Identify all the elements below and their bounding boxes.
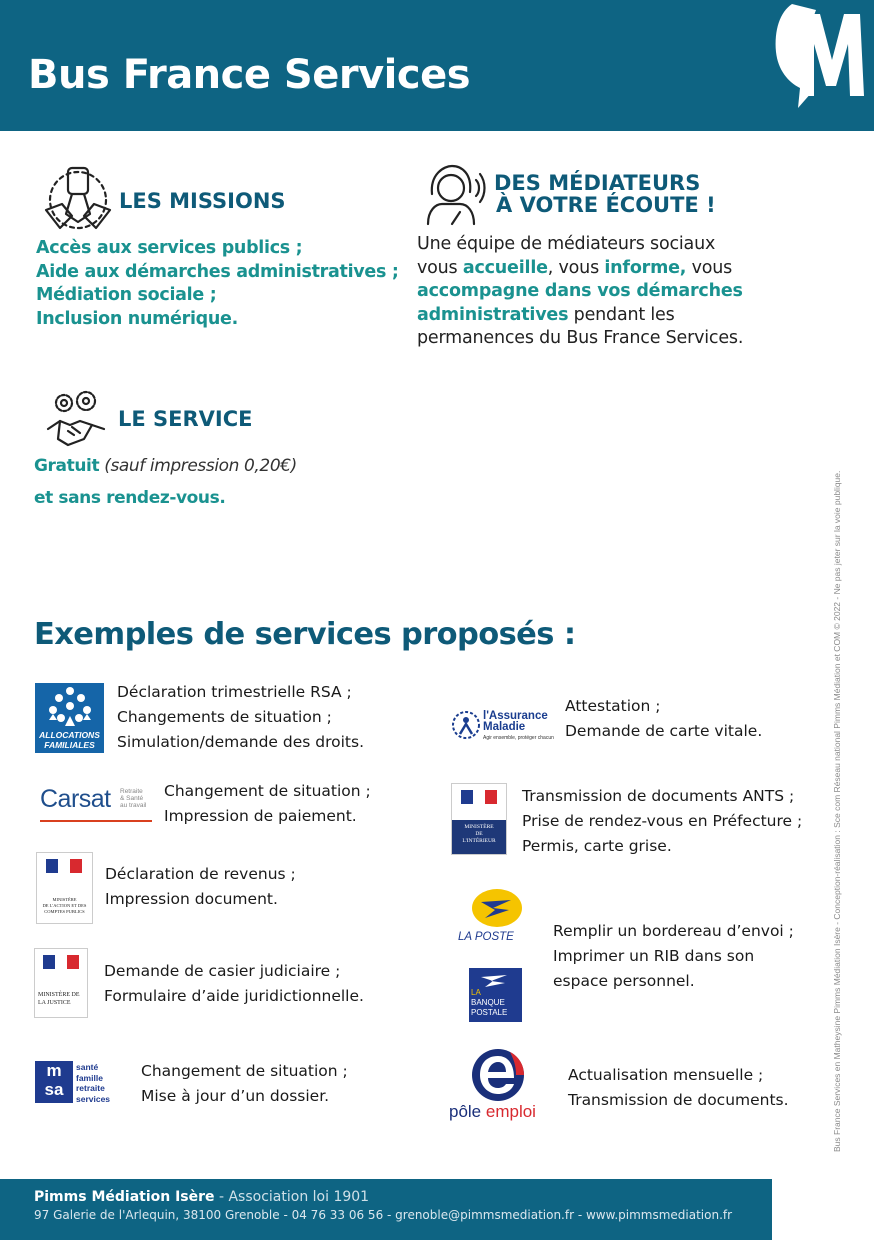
banque-postale-logo: LA BANQUE POSTALE xyxy=(469,968,522,1022)
hands-together-icon xyxy=(42,164,114,234)
footer-organization: Pimms Médiation Isère - Association loi 1901 xyxy=(34,1189,370,1205)
ministere-interieur-logo: MINISTÈRE DE L'INTÉRIEUR xyxy=(451,783,507,855)
french-flag-icon xyxy=(461,790,497,804)
la-poste-logo-text: LA POSTE xyxy=(458,931,514,943)
service-title: LE SERVICE xyxy=(118,407,253,431)
service-no-appointment: et sans rendez-vous. xyxy=(34,488,226,508)
missions-title: LES MISSIONS xyxy=(119,189,286,213)
msa-services: Changement de situation ; Mise à jour d’un dossier. xyxy=(141,1062,348,1105)
assurance-maladie-emblem-icon xyxy=(450,710,482,740)
assurance-services: Attestation ; Demande de carte vitale. xyxy=(565,697,763,740)
mission-item: Accès aux services publics ; xyxy=(36,238,303,258)
handshake-gears-icon xyxy=(44,389,108,449)
missions-list xyxy=(36,237,399,331)
interieur-services: Transmission de documents ANTS ; Prise de rendez-vous en Préfecture ; Permis, carte grise. xyxy=(522,787,803,855)
ministere-justice-logo: MINISTÈRE DE LA JUSTICE xyxy=(34,948,88,1018)
page-title: Bus France Services xyxy=(28,52,471,98)
mediator-headset-icon xyxy=(422,164,488,226)
mission-item: Inclusion numérique. xyxy=(36,308,238,329)
comptes-services: Déclaration de revenus ; Impression document. xyxy=(105,865,296,908)
side-credit-note: Bus France Services en Matheysine Pimms Médiation Isère - Conception-réalisation : Sce com Réseau national Pimms Médiation et COM © 2022 - Ne pas jeter sur la voie publique. xyxy=(832,470,842,1152)
carsat-logo: Carsat Retraite & Santé au travail xyxy=(40,785,154,825)
examples-title: Exemples de services proposés : xyxy=(34,617,576,652)
caf-figures-icon xyxy=(45,686,95,730)
pole-emploi-services: Actualisation mensuelle ; Transmission de documents. xyxy=(568,1066,789,1109)
la-poste-bird-icon xyxy=(471,888,523,928)
caf-services: Déclaration trimestrielle RSA ; Changements de situation ; Simulation/demande des droits. xyxy=(117,683,365,751)
french-flag-icon xyxy=(43,955,79,969)
pole-emploi-e-icon xyxy=(470,1048,526,1102)
carsat-services: Changement de situation ; Impression de paiement. xyxy=(164,782,371,825)
mission-item: Aide aux démarches administratives ; xyxy=(36,261,399,282)
msa-logo: m sa santé famille retraite services xyxy=(35,1061,127,1105)
ministere-comptes-publics-logo: MINISTÈRE DE L'ACTION ET DES COMPTES PUBLICS xyxy=(36,852,93,924)
justice-services: Demande de casier judiciaire ; Formulaire d’aide juridictionnelle. xyxy=(104,962,364,1005)
msa-mark-icon: m sa xyxy=(35,1061,73,1103)
assurance-maladie-logo: l'Assurance Maladie Agir ensemble, protéger chacun xyxy=(450,706,554,746)
caf-logo: ALLOCATIONS FAMILIALES xyxy=(35,683,104,753)
service-price: Gratuit (sauf impression 0,20€) xyxy=(34,456,297,476)
pole-emploi-logo-text: pôle emploi xyxy=(449,1102,536,1121)
mission-item: Médiation sociale ; xyxy=(36,285,217,305)
french-flag-icon xyxy=(46,859,82,873)
footer-contact: 97 Galerie de l'Arlequin, 38100 Grenoble - 04 76 33 06 56 - grenoble@pimmsmediation.fr - www.pimmsmediation.fr xyxy=(34,1208,733,1222)
laposte-services: Remplir un bordereau d’envoi ; Imprimer un RIB dans son espace personnel. xyxy=(553,922,794,990)
banque-postale-bird-icon xyxy=(479,971,511,989)
mediators-description: Une équipe de médiateurs sociaux vous accueille, vous informe, vous accompagne dans vos démarches administratives pendant les permanences du Bus France Services. xyxy=(417,234,744,348)
pimms-m-logo-icon xyxy=(772,0,868,112)
mediators-title: DES MÉDIATEURS À VOTRE ÉCOUTE ! xyxy=(494,171,716,217)
